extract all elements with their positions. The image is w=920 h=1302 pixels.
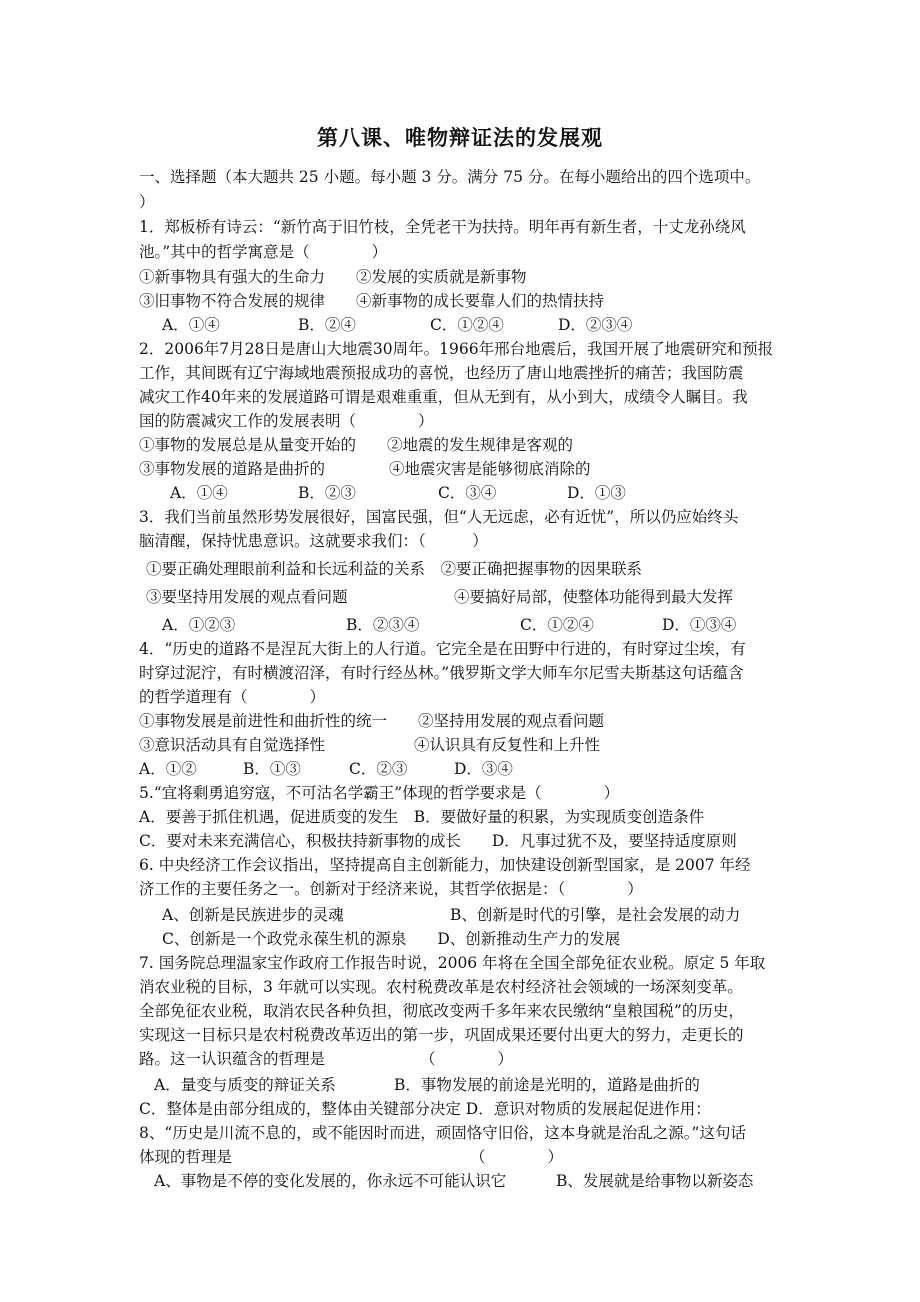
- question-3-option-d: D．①③④: [662, 616, 737, 634]
- question-6-options-cd: C、创新是一个政党永葆生机的源泉 D、创新推动生产力的发展: [162, 930, 621, 948]
- question-2-stem: 减灾工作40年来的发展道路可谓是艰难重重，但从无到有，从小到大，成绩令人瞩目。我: [139, 388, 748, 406]
- section-heading: 一、选择题（本大题共 25 小题。每小题 3 分。满分 75 分。在每小题给出的四个选项中。: [139, 168, 761, 186]
- question-4-stem: 4．“历史的道路不是涅瓦大街上的人行道。它完全是在田野中行进的，有时穿过尘埃，有: [139, 640, 746, 658]
- question-1-option-d: D．②③④: [558, 316, 633, 334]
- question-7-stem: 7. 国务院总理温家宝作政府工作报告时说，2006 年将在全国全部免征农业税。原定 5 年取: [139, 954, 766, 972]
- question-4-option-a: A．①②: [139, 760, 197, 778]
- question-8-option-b: B、发展就是给事物以新姿态: [556, 1172, 754, 1190]
- question-7-option-a: A．量变与质变的辩证关系: [154, 1076, 336, 1094]
- question-2-statements: ③事物发展的道路是曲折的: [139, 460, 326, 478]
- question-8-stem: 8、“历史是川流不息的，或不能因时而进，顽固恪守旧俗，这本身就是治乱之源。”这句话: [139, 1124, 746, 1142]
- text-line: ）: [139, 193, 155, 211]
- question-3-option-a: A．①②③: [162, 616, 236, 634]
- question-6-stem: 济工作的主要任务之一。创新对于经济来说，其哲学依据是：（ ）: [139, 880, 643, 898]
- question-1-stem: 1．郑板桥有诗云：“新竹高于旧竹枝，全凭老干为扶持。明年再有新生者，十丈龙孙绕风: [139, 218, 746, 236]
- question-3-statements: ③要坚持用发展的观点看问题: [146, 588, 348, 606]
- question-2-stem: 工作，其间既有辽宁海域地震预报成功的喜悦，也经历了唐山地震挫折的痛苦；我国防震: [139, 364, 744, 382]
- page-title: 第八课、唯物辩证法的发展观: [317, 125, 603, 150]
- question-7-options-cd: C．整体是由部分组成的，整体由关键部分决定 D．意识对物质的发展起促进作用：: [139, 1100, 711, 1118]
- question-1-option-a: A．①④: [162, 316, 220, 334]
- question-5-stem: 5.“宜将剩勇追穷寇，不可沽名学霸王”体现的哲学要求是（ ）: [139, 784, 620, 802]
- question-2-stem: 国的防震减灾工作的发展表明（ ）: [139, 412, 434, 430]
- question-4-stem: 时穿过泥泞，有时横渡沼泽，有时行经丛林。”俄罗斯文学大师车尔尼雪夫斯基这句话蕴含: [139, 664, 744, 682]
- question-6-stem: 6. 中央经济工作会议指出，坚持提高自主创新能力，加快建设创新型国家，是 2007 年经: [139, 856, 751, 874]
- question-4-statements: ①事物发展是前进性和曲折性的统一 ②坚持用发展的观点看问题: [139, 712, 605, 730]
- question-2-option-d: D．①③: [567, 484, 626, 502]
- question-2-statements: ④地震灾害是能够彻底消除的: [389, 460, 591, 478]
- question-8-stem: 体现的哲理是: [139, 1148, 233, 1166]
- question-1-option-c: C．①②④: [430, 316, 504, 334]
- question-5-options: C．要对未来充满信心，积极扶持新事物的成长 D．凡事过犹不及，要坚持适度原则: [139, 832, 737, 850]
- question-7-stem: 消农业税的目标，3 年就可以实现。农村税费改革是农村经济社会领域的一场深刻变革。: [139, 978, 743, 996]
- question-1-statements: ①新事物具有强大的生命力 ②发展的实质就是新事物: [139, 268, 527, 286]
- question-4-statements: ④认识具有反复性和上升性: [414, 736, 601, 754]
- question-3-statements: ①要正确处理眼前利益和长远利益的关系 ②要正确把握事物的因果联系: [146, 560, 643, 578]
- question-1-option-b: B．②④: [298, 316, 356, 334]
- question-7-stem: 全部免征农业税，取消农民各种负担，彻底改变两千多年来农民缴纳“皇粮国税”的历史，: [139, 1002, 744, 1020]
- question-6-option-b: B、创新是时代的引擎，是社会发展的动力: [450, 906, 741, 924]
- question-7-option-b: B．事物发展的前途是光明的，道路是曲折的: [394, 1076, 700, 1094]
- question-7-answer-blank: （ ）: [420, 1050, 514, 1068]
- question-2-option-a: A．①④: [170, 484, 228, 502]
- question-4-stem: 的哲学道理有（ ）: [139, 688, 326, 706]
- question-4-option-b: B．①③: [243, 760, 301, 778]
- question-6-option-a: A、创新是民族进步的灵魂: [162, 906, 344, 924]
- question-7-stem: 实现这一目标只是农村税费改革迈出的第一步，巩固成果还要付出更大的努力，走更长的: [139, 1026, 744, 1044]
- question-1-statements: ③旧事物不符合发展的规律 ④新事物的成长要靠人们的热情扶持: [139, 292, 605, 310]
- question-3-stem: 3．我们当前虽然形势发展很好，国富民强，但“人无远虑，必有近忧”，所以仍应始终头: [139, 508, 739, 526]
- question-4-option-d: D．③④: [454, 760, 513, 778]
- question-8-option-a: A、事物是不停的变化发展的，你永远不可能认识它: [154, 1172, 507, 1190]
- question-3-option-b: B．②③④: [346, 616, 420, 634]
- question-7-stem: 路。这一认识蕴含的哲理是: [139, 1050, 326, 1068]
- question-2-stem: 2．2006年7月28日是唐山大地震30周年。1966年邢台地震后，我国开展了地震研究和预报: [139, 340, 774, 358]
- question-5-options: A．要善于抓住机遇，促进质变的发生 B．要做好量的积累，为实现质变创造条件: [139, 808, 705, 826]
- question-2-statements: ①事物的发展总是从量变开始的 ②地震的发生规律是客观的: [139, 436, 574, 454]
- question-2-option-b: B．②③: [298, 484, 356, 502]
- question-8-answer-blank: （ ）: [470, 1148, 564, 1166]
- question-3-statements: ④要搞好局部，使整体功能得到最大发挥: [454, 588, 734, 606]
- question-2-option-c: C．③④: [438, 484, 497, 502]
- question-4-statements: ③意识活动具有自觉选择性: [139, 736, 326, 754]
- question-3-option-c: C．①②④: [520, 616, 594, 634]
- question-3-stem: 脑清醒，保持忧患意识。这就要求我们：（ ）: [139, 532, 488, 550]
- question-1-stem: 池。”其中的哲学寓意是（ ）: [139, 243, 388, 261]
- question-4-option-c: C．②③: [349, 760, 408, 778]
